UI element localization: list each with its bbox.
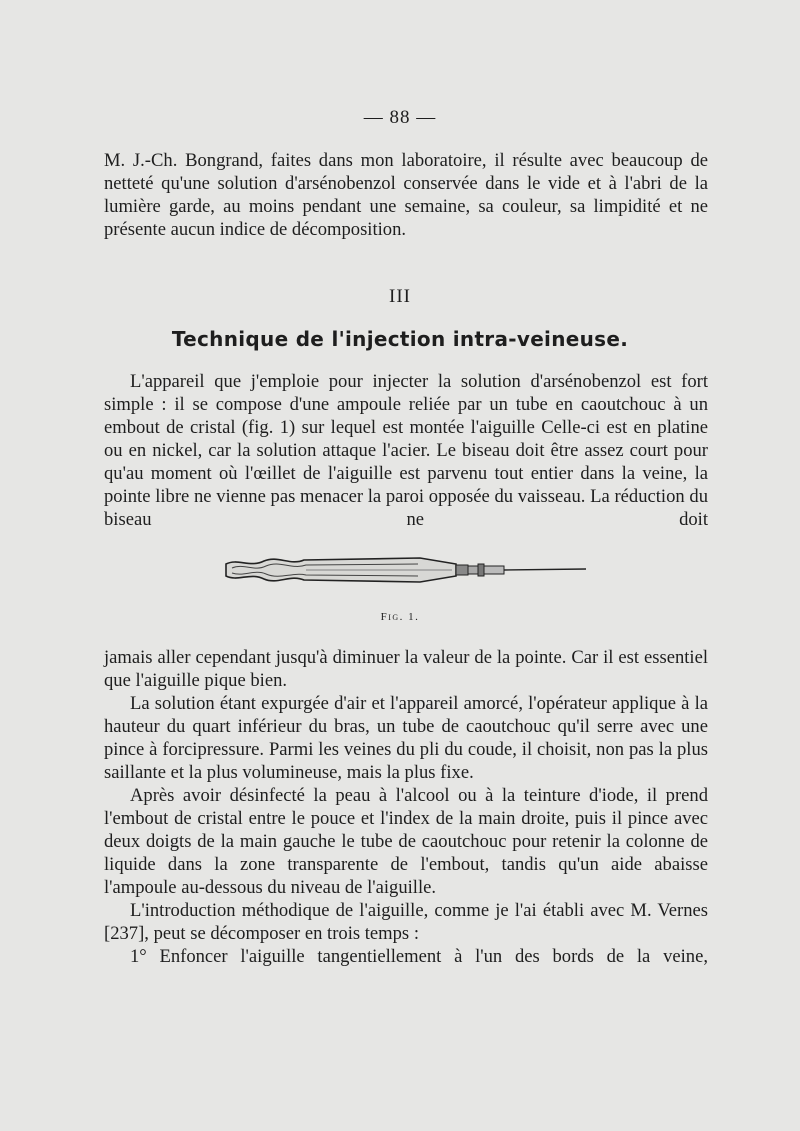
paragraph-4: L'introduction méthodique de l'aiguille, comme je l'ai établi avec M. Vernes [237], peut se décomposer en trois temps : (104, 900, 708, 944)
section-number: III (389, 286, 411, 307)
section-title: Technique de l'injection intra-veineuse. (171, 327, 629, 351)
intro-paragraph-block (104, 149, 708, 241)
intro-paragraph: M. J.-Ch. Bongrand, faites dans mon laboratoire, il résulte avec beaucoup de netteté qu'une solution d'arsénobenzol conservée dans le vide et à l'abri de la lumière garde, au moins pendant une semaine, sa couleur, sa limpidité et ne présente aucun indice de décomposition. (104, 150, 708, 240)
paragraph-5: 1° Enfoncer l'aiguille tangentiellement à l'un des bords de la veine, (130, 946, 708, 967)
paragraph-1: L'appareil que j'emploie pour injecter la solution d'arsénobenzol est fort simple : il se compose d'une ampoule reliée par un tube en caoutchouc à un embout de cristal (fig. 1) sur lequel est montée l'aiguille Celle-ci est en platine ou en nickel, car la solution attaque l'acier. Le biseau doit être assez court pour qu'au moment où l'œillet de l'aiguille est parvenu tout entier dans la veine, la pointe libre ne vienne pas menacer la paroi opposée du vaisseau. La réduction du biseau ne doit (104, 371, 708, 530)
page-number: — 88 — (363, 107, 437, 128)
paragraph-3: Après avoir désinfecté la peau à l'alcool ou à la teinture d'iode, il prend l'embout de cristal entre le pouce et l'index de la main droite, puis il pince avec deux doigts de la main gauche le tube de caoutchouc pour retenir la colonne de liquide dans la zone transparente de l'embout, tandis qu'un aide abaisse l'ampoule au-dessous du niveau de l'aiguille. (104, 785, 708, 898)
figure-caption: Fig. 1. (380, 611, 420, 623)
paragraph-1-continuation: jamais aller cependant jusqu'à diminuer la valeur de la pointe. Car il est essentiel que l'aiguille pique bien. (104, 647, 708, 691)
paragraph-2: La solution étant expurgée d'air et l'appareil amorcé, l'opérateur applique à la hauteur du quart inférieur du bras, un tube de caoutchouc qu'il serre avec une pince à forcipressure. Parmi les veines du pli du coude, il choisit, non pas la plus saillante et la plus volumineuse, mais la plus fixe. (104, 693, 708, 783)
paragraph-1-block (104, 370, 708, 531)
body-continuation-block (104, 646, 708, 968)
syringe-needle-figure (220, 552, 590, 588)
